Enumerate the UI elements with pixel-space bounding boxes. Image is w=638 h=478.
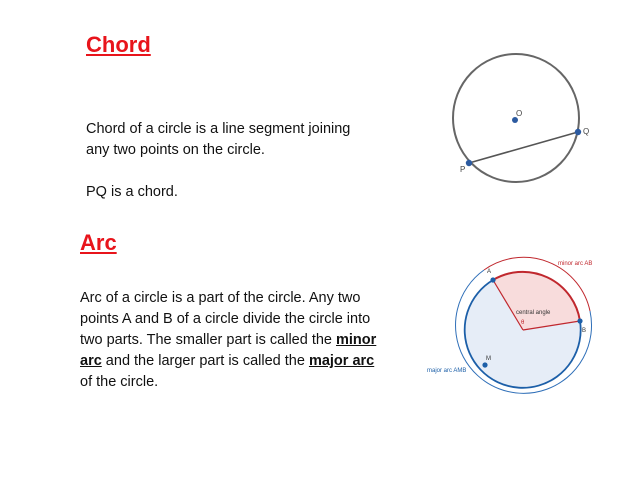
label-a: A xyxy=(487,269,492,275)
point-q xyxy=(575,129,581,135)
label-minor-arc: minor arc AB xyxy=(558,261,593,267)
chord-line-2: any two points on the circle. xyxy=(86,142,265,158)
point-a xyxy=(490,277,495,282)
point-m xyxy=(482,362,487,367)
arc-text-middle: and the larger part is called the xyxy=(101,353,309,369)
arc-text-start: Arc of a circle is a part of the circle. Any two points A and B of a circle divide the circle into two parts. The smaller part is called the xyxy=(80,290,371,348)
point-p xyxy=(466,160,472,166)
label-major-arc: major arc AMB xyxy=(427,368,467,374)
chord-diagram xyxy=(453,54,589,182)
arc-diagram xyxy=(427,257,592,393)
minor-arc-term: minor arc xyxy=(80,332,377,369)
label-b: B xyxy=(582,328,587,334)
point-b xyxy=(577,318,582,323)
label-m: M xyxy=(486,356,491,362)
arc-text-end: of the circle. xyxy=(80,374,159,390)
label-theta: θ xyxy=(521,320,525,326)
chord-pq-segment xyxy=(469,132,578,163)
major-arc-term: major arc xyxy=(308,353,375,369)
arc-heading: Arc xyxy=(80,230,117,255)
chord-line-3: PQ is a chord. xyxy=(86,184,178,200)
chord-heading: Chord xyxy=(86,32,151,57)
label-o: O xyxy=(516,109,523,118)
label-p: P xyxy=(460,165,466,174)
label-central-angle: central angle xyxy=(516,310,551,316)
label-q: Q xyxy=(583,127,590,136)
chord-line-1: Chord of a circle is a line segment joining xyxy=(86,121,351,137)
